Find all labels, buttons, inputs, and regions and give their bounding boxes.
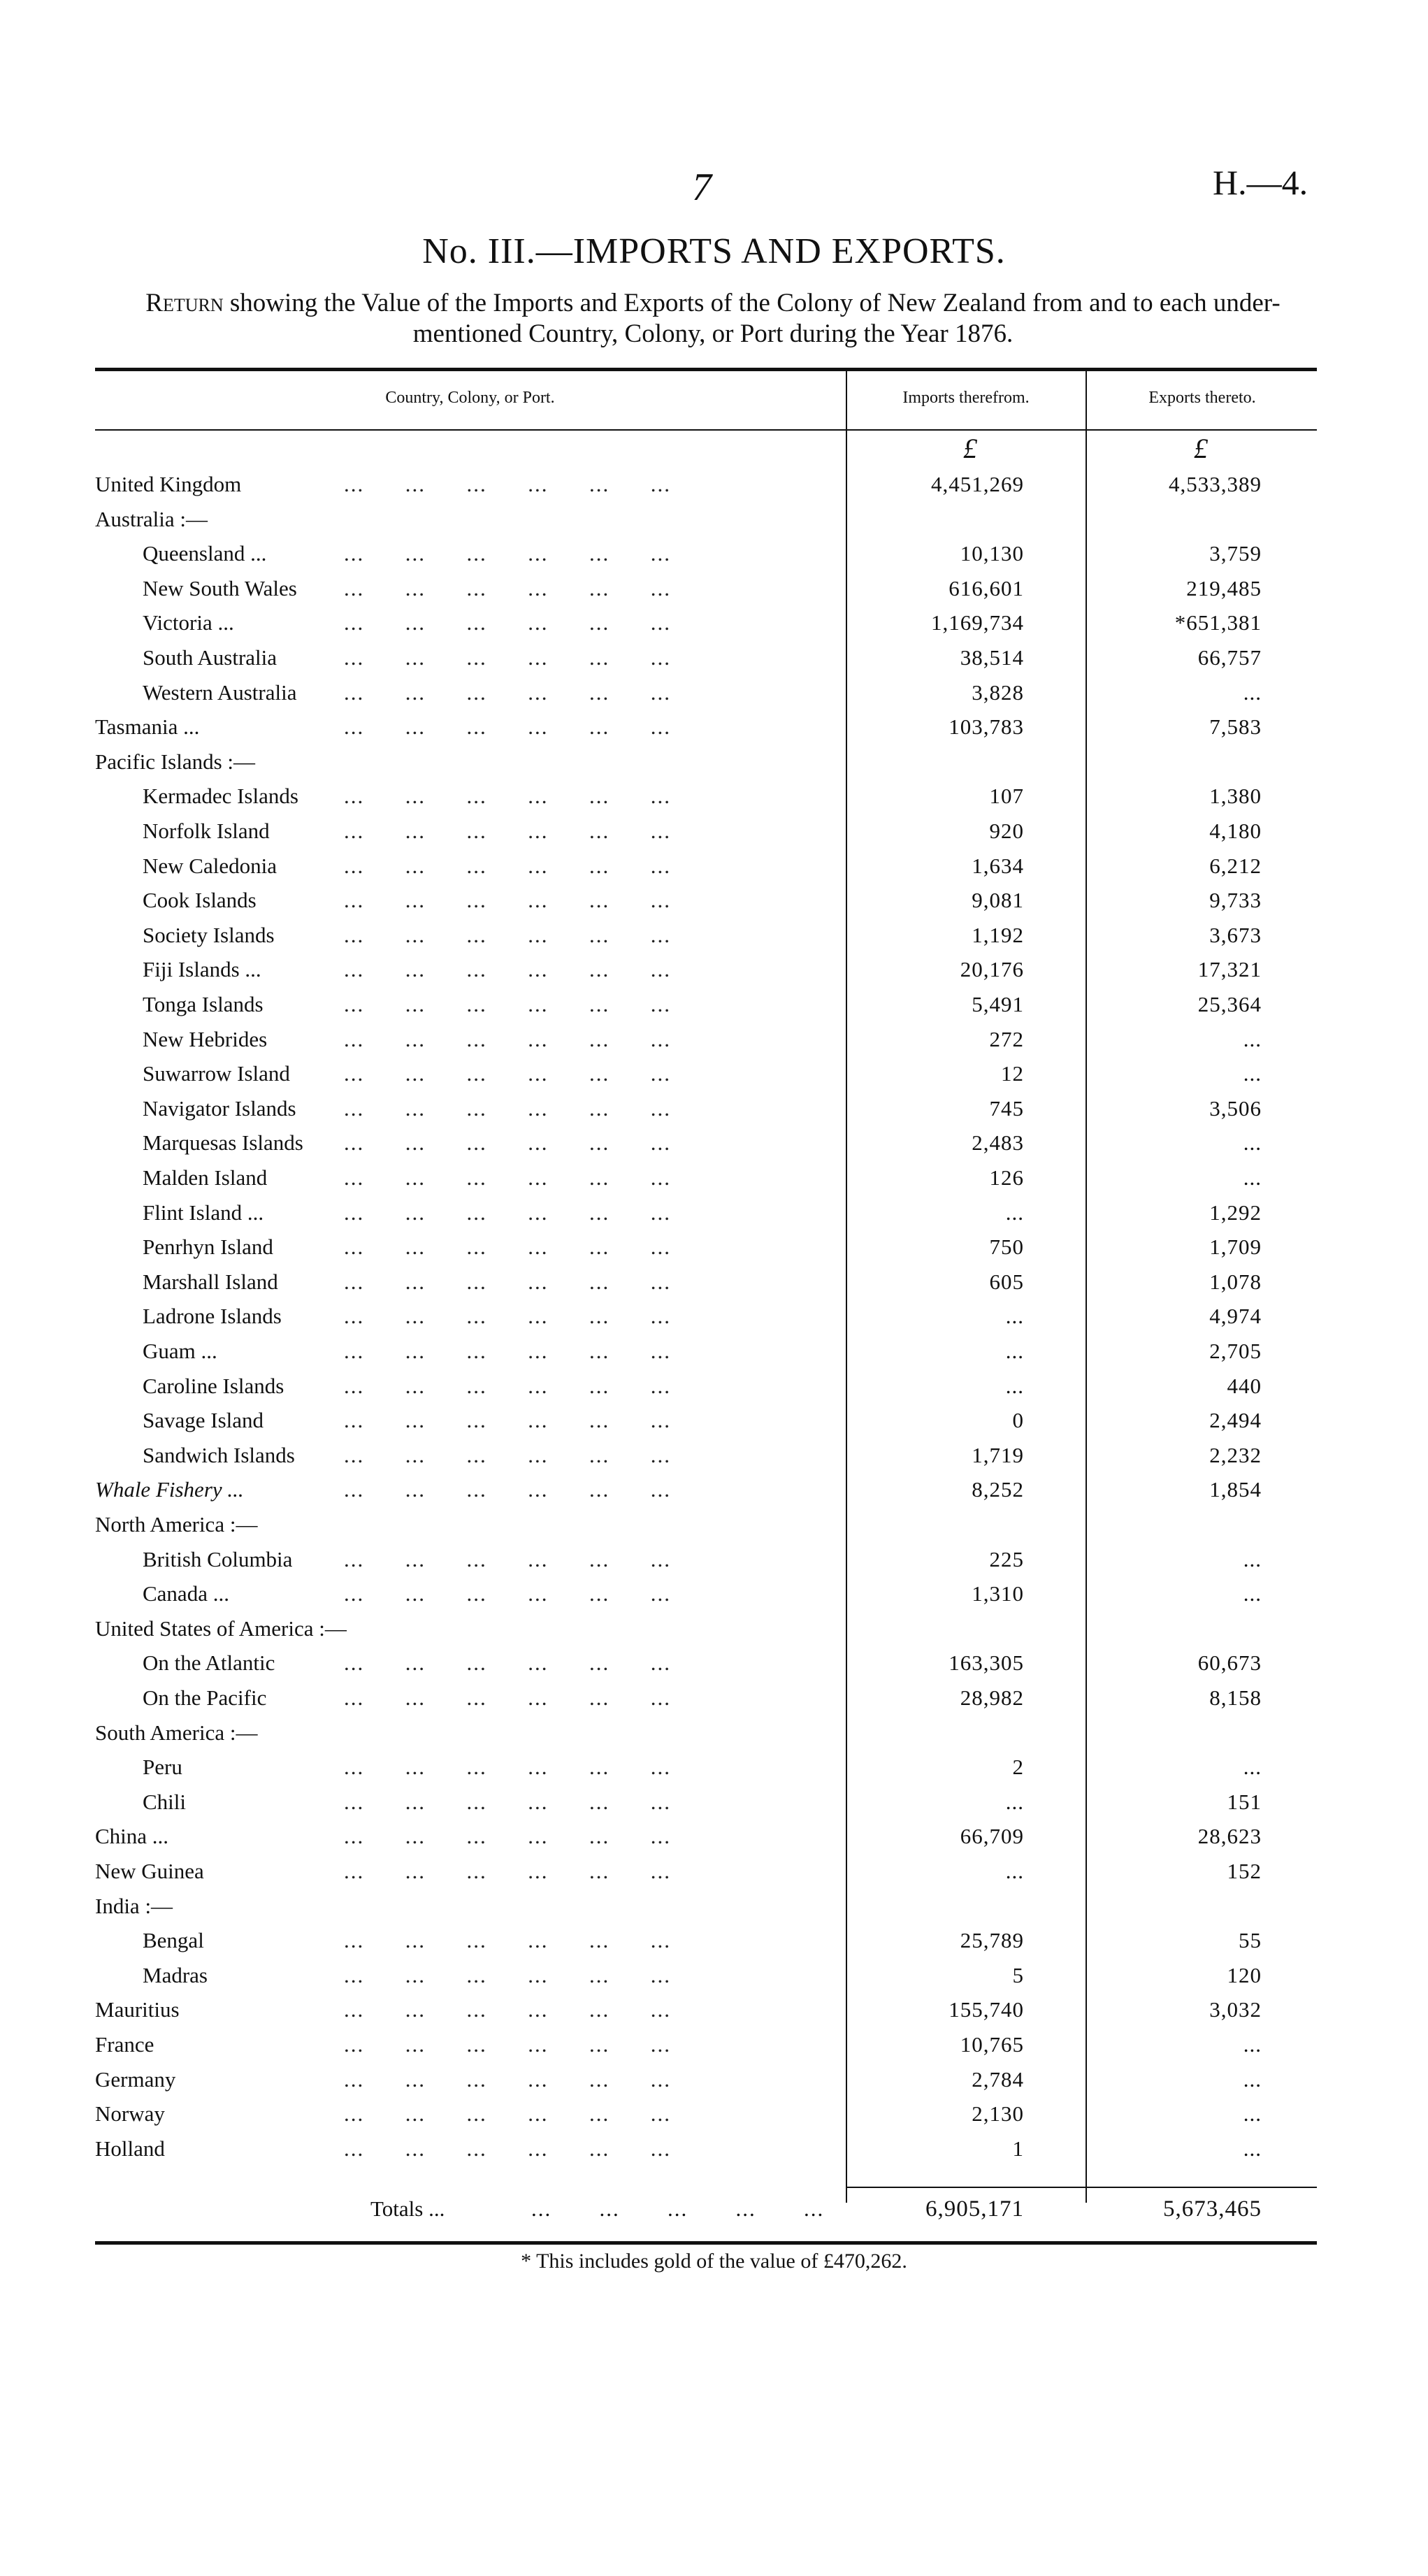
imports-value: 750 <box>989 1235 1024 1259</box>
leader-dots: ... ... ... ... ... ... <box>344 1859 671 1883</box>
imports-value: 225 <box>989 1547 1024 1571</box>
imports-value: 10,765 <box>960 2032 1024 2057</box>
table-row <box>0 1269 1428 1304</box>
row-label: Queensland ... <box>143 541 267 566</box>
imports-value: 920 <box>989 819 1024 843</box>
exports-value: 28,623 <box>1197 1824 1262 1848</box>
table-row <box>0 1685 1428 1720</box>
table-row <box>0 1374 1428 1409</box>
description-text: showing the Value of the Imports and Exports of the Colony of New Zealand from and to each under-mentioned Country, Colony, or Port during the Year 1876. <box>223 289 1281 348</box>
imports-value: 2,784 <box>972 2067 1024 2092</box>
exports-value: ... <box>1243 1755 1262 1779</box>
exports-value: 1,854 <box>1209 1477 1262 1502</box>
table-row <box>0 1027 1428 1062</box>
row-label: Mauritius <box>95 1997 180 2022</box>
row-label: Ladrone Islands <box>143 1304 282 1328</box>
row-label: Fiji Islands ... <box>143 957 261 981</box>
exports-value: 9,733 <box>1209 888 1262 912</box>
table-row <box>0 1581 1428 1616</box>
table-row <box>0 888 1428 923</box>
table-row <box>0 1720 1428 1755</box>
leader-dots: ... ... ... ... ... ... <box>344 1165 671 1190</box>
table-row <box>0 749 1428 784</box>
row-label: France <box>95 2032 154 2057</box>
exports-value: 2,232 <box>1209 1443 1262 1467</box>
exports-value: *651,381 <box>1174 610 1262 635</box>
row-label: Australia :— <box>95 507 208 531</box>
imports-value: 107 <box>989 784 1024 808</box>
imports-value: ... <box>1005 1304 1024 1328</box>
row-label: Flint Island ... <box>143 1200 264 1225</box>
row-label: Canada ... <box>143 1581 229 1606</box>
leader-dots: ... ... ... ... ... ... <box>344 1790 671 1814</box>
row-label: Norway <box>95 2101 165 2126</box>
table-row <box>0 1443 1428 1478</box>
exports-value: ... <box>1243 1130 1262 1155</box>
imports-value: 5 <box>1012 1963 1024 1987</box>
imports-value: 103,783 <box>949 714 1024 739</box>
table-row <box>0 1963 1428 1998</box>
imports-value: ... <box>1005 1200 1024 1225</box>
leader-dots: ... ... ... ... ... ... <box>344 680 671 705</box>
table-row <box>0 1304 1428 1339</box>
row-label: British Columbia <box>143 1547 293 1571</box>
exports-value: 3,506 <box>1209 1096 1262 1121</box>
row-label: India :— <box>95 1894 173 1918</box>
row-label: Bengal <box>143 1928 204 1952</box>
table-row <box>0 1200 1428 1235</box>
row-label: On the Atlantic <box>143 1650 275 1675</box>
imports-unit: £ <box>963 433 977 464</box>
row-label: Germany <box>95 2067 176 2092</box>
leader-dots: ... ... ... ... ... ... <box>344 1304 671 1328</box>
leader-dots: ... ... ... ... ... ... <box>344 2101 671 2126</box>
exports-value: 3,032 <box>1209 1997 1262 2022</box>
imports-value: ... <box>1005 1790 1024 1814</box>
table-row <box>0 2101 1428 2136</box>
exports-value: 120 <box>1227 1963 1262 1987</box>
leader-dots: ... ... ... ... ... ... <box>344 992 671 1016</box>
imports-value: 745 <box>989 1096 1024 1121</box>
table-row <box>0 1547 1428 1582</box>
imports-value: 616,601 <box>949 576 1024 600</box>
exports-value: 152 <box>1227 1859 1262 1883</box>
leader-dots: ... ... ... ... ... ... <box>344 1755 671 1779</box>
imports-value: 1,634 <box>972 854 1024 878</box>
exports-value: 60,673 <box>1197 1650 1262 1675</box>
leader-dots: ... ... ... ... ... ... <box>344 1374 671 1398</box>
exports-value: 17,321 <box>1197 957 1262 981</box>
row-label: North America :— <box>95 1512 258 1537</box>
table-row <box>0 1130 1428 1165</box>
row-label: South America :— <box>95 1720 258 1745</box>
table-row <box>0 1650 1428 1685</box>
row-label: Cook Islands <box>143 888 257 912</box>
column-header-country: Country, Colony, or Port. <box>385 389 555 407</box>
leader-dots: ... ... ... ... ... ... <box>344 2032 671 2057</box>
exports-value: 440 <box>1227 1374 1262 1398</box>
table-row <box>0 1096 1428 1131</box>
table-row <box>0 957 1428 992</box>
table-row <box>0 610 1428 645</box>
table-row <box>0 1755 1428 1790</box>
row-label: Marquesas Islands <box>143 1130 303 1155</box>
row-label: China ... <box>95 1824 169 1848</box>
exports-value: ... <box>1243 680 1262 705</box>
table-row <box>0 1339 1428 1374</box>
imports-value: 0 <box>1012 1408 1024 1432</box>
imports-value: 28,982 <box>960 1685 1024 1710</box>
leader-dots: ... ... ... ... ... ... <box>344 888 671 912</box>
exports-value: ... <box>1243 2136 1262 2161</box>
exports-value: 6,212 <box>1209 854 1262 878</box>
leader-dots: ... ... ... ... ... ... <box>344 1061 671 1086</box>
leader-dots: ... ... ... ... ... ... <box>344 1027 671 1051</box>
row-label: Savage Island <box>143 1408 264 1432</box>
exports-value: ... <box>1243 2101 1262 2126</box>
table-row <box>0 1165 1428 1200</box>
leader-dots: ... ... ... ... ... ... <box>344 1096 671 1121</box>
exports-value: 4,180 <box>1209 819 1262 843</box>
leader-dots: ... ... ... ... ... ... <box>344 923 671 947</box>
row-label: Kermadec Islands <box>143 784 298 808</box>
row-label: Marshall Island <box>143 1269 278 1294</box>
imports-value: 1 <box>1012 2136 1024 2161</box>
exports-value: 4,974 <box>1209 1304 1262 1328</box>
exports-value: 66,757 <box>1197 645 1262 670</box>
leader-dots: ... ... ... ... ... ... <box>344 541 671 566</box>
exports-value: 1,078 <box>1209 1269 1262 1294</box>
imports-value: 12 <box>1001 1061 1024 1086</box>
exports-value: ... <box>1243 2067 1262 2092</box>
table-row <box>0 1824 1428 1859</box>
table-bottom-rule <box>95 2241 1317 2245</box>
exports-value: 2,705 <box>1209 1339 1262 1363</box>
description-lead: Return <box>145 289 224 317</box>
leader-dots: ... ... ... ... ... ... <box>344 1408 671 1432</box>
exports-value: 1,709 <box>1209 1235 1262 1259</box>
row-label: Madras <box>143 1963 208 1987</box>
row-label: Tasmania ... <box>95 714 200 739</box>
leader-dots: ... ... ... ... ... ... <box>344 645 671 670</box>
row-label: New South Wales <box>143 576 297 600</box>
imports-value: 10,130 <box>960 541 1024 566</box>
row-label: Whale Fishery ... <box>95 1477 244 1502</box>
row-label: Suwarrow Island <box>143 1061 290 1086</box>
table-row <box>0 1616 1428 1651</box>
leader-dots: ... ... ... ... ... ... <box>344 784 671 808</box>
imports-value: 4,451,269 <box>931 472 1024 496</box>
row-label: South Australia <box>143 645 277 670</box>
exports-value: ... <box>1243 1027 1262 1051</box>
imports-value: ... <box>1005 1374 1024 1398</box>
leader-dots: ... ... ... ... ... ... <box>344 1685 671 1710</box>
exports-value: 3,673 <box>1209 923 1262 947</box>
leader-dots: ... ... ... ... ... ... <box>344 610 671 635</box>
footnote: * This includes gold of the value of £470,262. <box>521 2250 907 2273</box>
table-row <box>0 1061 1428 1096</box>
table-row <box>0 2067 1428 2102</box>
imports-value: 163,305 <box>949 1650 1024 1675</box>
row-label: United States of America :— <box>95 1616 347 1641</box>
imports-value: 9,081 <box>972 888 1024 912</box>
header-bottom-rule <box>95 429 1317 431</box>
table-row <box>0 1477 1428 1512</box>
leader-dots: ... ... ... ... ... ... <box>344 1339 671 1363</box>
table-row <box>0 1928 1428 1963</box>
row-label: Pacific Islands :— <box>95 749 256 774</box>
table-row <box>0 1894 1428 1929</box>
table-row <box>0 645 1428 680</box>
leader-dots: ... ... ... ... ... ... <box>344 1824 671 1848</box>
table-row <box>0 507 1428 542</box>
leader-dots: ... ... ... ... ... ... <box>344 1547 671 1571</box>
row-label: Chili <box>143 1790 187 1814</box>
row-label: United Kingdom <box>95 472 242 496</box>
row-label: Western Australia <box>143 680 297 705</box>
imports-value: 2,130 <box>972 2101 1024 2126</box>
imports-value: 605 <box>989 1269 1024 1294</box>
row-label: Norfolk Island <box>143 819 270 843</box>
exports-value: ... <box>1243 1165 1262 1190</box>
imports-value: 272 <box>989 1027 1024 1051</box>
totals-label: Totals ... <box>370 2196 445 2221</box>
exports-value: 1,380 <box>1209 784 1262 808</box>
table-row <box>0 923 1428 958</box>
table-row <box>0 784 1428 819</box>
imports-value: 2 <box>1012 1755 1024 1779</box>
exports-value: ... <box>1243 1547 1262 1571</box>
leader-dots: ... ... ... ... ... ... <box>344 1443 671 1467</box>
row-label: New Guinea <box>95 1859 204 1883</box>
totals-exports: 5,673,465 <box>1163 2196 1262 2222</box>
imports-value: 2,483 <box>972 1130 1024 1155</box>
table-row <box>0 1997 1428 2032</box>
row-label: Victoria ... <box>143 610 234 635</box>
exports-unit: £ <box>1194 433 1208 464</box>
imports-value: ... <box>1005 1859 1024 1883</box>
leader-dots: ... ... ... ... ... ... <box>344 1963 671 1987</box>
imports-value: 1,719 <box>972 1443 1024 1467</box>
leader-dots: ... ... ... ... ... ... <box>344 1477 671 1502</box>
row-label: Society Islands <box>143 923 275 947</box>
leader-dots: ... ... ... ... ... ... <box>344 472 671 496</box>
table-row <box>0 2136 1428 2171</box>
exports-value: 25,364 <box>1197 992 1262 1016</box>
leader-dots: ... ... ... ... ... ... <box>344 576 671 600</box>
leader-dots: ... ... ... ... ... ... <box>344 1130 671 1155</box>
table-row <box>0 472 1428 507</box>
row-label: New Hebrides <box>143 1027 268 1051</box>
table-row <box>0 576 1428 611</box>
exports-value: 1,292 <box>1209 1200 1262 1225</box>
imports-value: 20,176 <box>960 957 1024 981</box>
leader-dots: ... ... ... ... ... ... <box>344 714 671 739</box>
table-row <box>0 1790 1428 1825</box>
row-label: Sandwich Islands <box>143 1443 295 1467</box>
imports-value: 8,252 <box>972 1477 1024 1502</box>
leader-dots: ... ... ... ... ... ... <box>344 1650 671 1675</box>
row-label: Penrhyn Island <box>143 1235 273 1259</box>
row-label: On the Pacific <box>143 1685 267 1710</box>
table-row <box>0 1859 1428 1894</box>
table-row <box>0 2032 1428 2067</box>
table-row <box>0 541 1428 576</box>
exports-value: 8,158 <box>1209 1685 1262 1710</box>
imports-value: 66,709 <box>960 1824 1024 1848</box>
exports-value: 3,759 <box>1209 541 1262 566</box>
leader-dots: ... ... ... ... ... ... <box>344 1235 671 1259</box>
leader-dots: ... ... ... ... ... ... <box>344 1269 671 1294</box>
column-header-imports: Imports therefrom. <box>902 389 1030 407</box>
column-header-exports: Exports thereto. <box>1148 389 1256 407</box>
leader-dots: ... ... ... ... ... ... <box>344 2067 671 2092</box>
exports-value: 4,533,389 <box>1169 472 1262 496</box>
exports-value: ... <box>1243 2032 1262 2057</box>
exports-value: 55 <box>1239 1928 1262 1952</box>
row-label: Caroline Islands <box>143 1374 284 1398</box>
row-label: Malden Island <box>143 1165 268 1190</box>
imports-value: 155,740 <box>949 1997 1024 2022</box>
leader-dots: ... ... ... ... ... ... <box>344 1997 671 2022</box>
imports-value: 38,514 <box>960 645 1024 670</box>
leader-dots: ... ... ... ... ... ... <box>344 854 671 878</box>
imports-value: ... <box>1005 1339 1024 1363</box>
table-description <box>105 288 1321 350</box>
imports-value: 1,310 <box>972 1581 1024 1606</box>
exports-value: ... <box>1243 1581 1262 1606</box>
exports-value: 151 <box>1227 1790 1262 1814</box>
table-row <box>0 1408 1428 1443</box>
imports-value: 5,491 <box>972 992 1024 1016</box>
exports-value: 2,494 <box>1209 1408 1262 1432</box>
page-title: No. III.—IMPORTS AND EXPORTS. <box>422 231 1006 271</box>
page-number: 7 <box>692 166 712 209</box>
table-row <box>0 714 1428 749</box>
exports-value: 7,583 <box>1209 714 1262 739</box>
imports-value: 3,828 <box>972 680 1024 705</box>
row-label: New Caledonia <box>143 854 277 878</box>
totals-imports: 6,905,171 <box>925 2196 1024 2222</box>
totals-top-rule <box>846 2187 1317 2188</box>
exports-value: ... <box>1243 1061 1262 1086</box>
imports-value: 25,789 <box>960 1928 1024 1952</box>
document-reference: H.—4. <box>1213 163 1308 202</box>
table-row <box>0 854 1428 888</box>
table-row <box>0 680 1428 715</box>
table-row <box>0 1512 1428 1547</box>
row-label: Guam ... <box>143 1339 217 1363</box>
totals-leader-dots: ... ... ... ... ... <box>531 2196 825 2221</box>
imports-value: 126 <box>989 1165 1024 1190</box>
row-label: Holland <box>95 2136 165 2161</box>
leader-dots: ... ... ... ... ... ... <box>344 1200 671 1225</box>
imports-value: 1,192 <box>972 923 1024 947</box>
table-row <box>0 992 1428 1027</box>
leader-dots: ... ... ... ... ... ... <box>344 2136 671 2161</box>
leader-dots: ... ... ... ... ... ... <box>344 1581 671 1606</box>
exports-value: 219,485 <box>1186 576 1262 600</box>
table-row <box>0 819 1428 854</box>
row-label: Navigator Islands <box>143 1096 296 1121</box>
leader-dots: ... ... ... ... ... ... <box>344 819 671 843</box>
table-top-rule <box>95 368 1317 371</box>
row-label: Tonga Islands <box>143 992 264 1016</box>
leader-dots: ... ... ... ... ... ... <box>344 957 671 981</box>
row-label: Peru <box>143 1755 182 1779</box>
table-row <box>0 1235 1428 1269</box>
imports-value: 1,169,734 <box>931 610 1024 635</box>
leader-dots: ... ... ... ... ... ... <box>344 1928 671 1952</box>
